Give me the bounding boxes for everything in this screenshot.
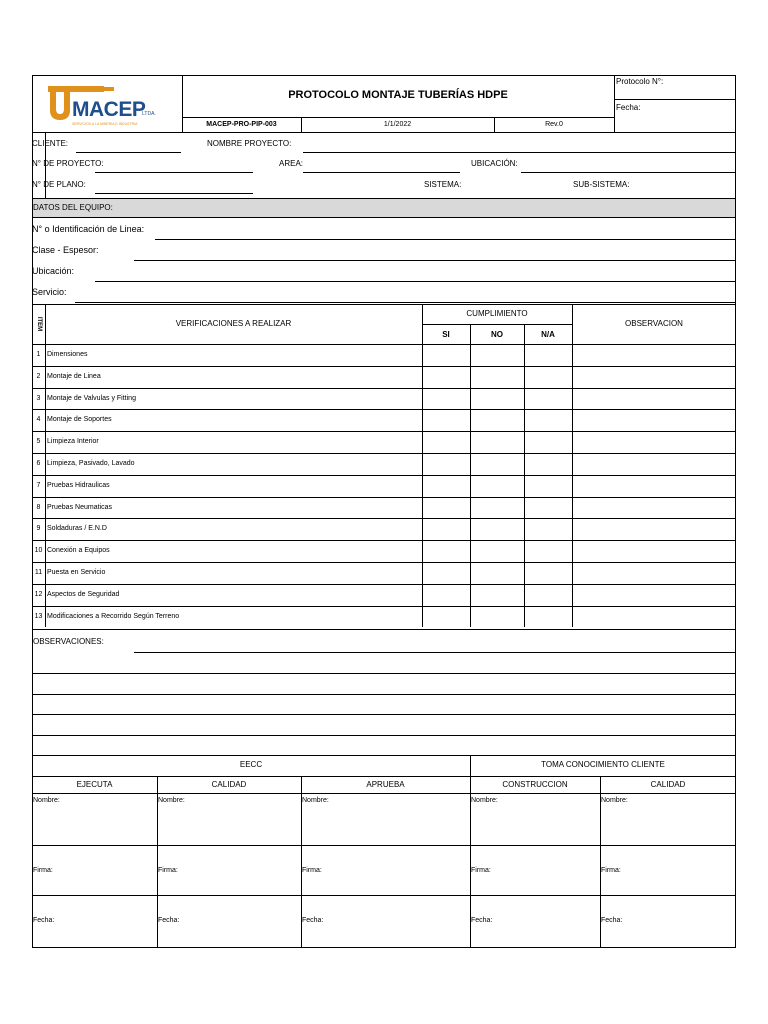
name-field[interactable]	[470, 793, 600, 845]
na-cell[interactable]	[524, 518, 572, 540]
signature-field[interactable]	[470, 845, 600, 895]
observations-line-4[interactable]	[32, 714, 736, 715]
signature-label: Firma:	[601, 867, 621, 874]
client-field[interactable]	[76, 152, 181, 153]
no-cell[interactable]	[470, 409, 524, 431]
yes-cell[interactable]	[422, 584, 470, 606]
item-label: Limpieza Interior	[47, 438, 99, 446]
observation-cell[interactable]	[572, 409, 736, 431]
no-cell[interactable]	[470, 431, 524, 453]
class-thickness-label: Clase - Espesor:	[32, 245, 99, 255]
observations-line-3[interactable]	[32, 694, 736, 695]
yes-cell[interactable]	[422, 366, 470, 388]
date-field[interactable]	[301, 895, 470, 948]
date-field[interactable]	[470, 895, 600, 948]
no-cell[interactable]	[470, 497, 524, 519]
yes-cell[interactable]	[422, 497, 470, 519]
signature-label: Firma:	[33, 867, 53, 874]
na-header: N/A	[541, 330, 555, 339]
sig-col-calidad-cliente: CALIDAD	[650, 780, 686, 789]
drawing-number-label: N° DE PLANO:	[32, 180, 86, 189]
date-label: Fecha:	[601, 917, 623, 924]
verifications-header: VERIFICACIONES A REALIZAR	[175, 319, 292, 328]
na-cell[interactable]	[524, 475, 572, 497]
header-date-label: Fecha:	[616, 103, 641, 112]
project-name-label: NOMBRE PROYECTO:	[207, 139, 292, 148]
yes-cell[interactable]	[422, 409, 470, 431]
observations-line-5[interactable]	[32, 735, 736, 736]
company-logo	[42, 84, 172, 128]
class-thickness-field[interactable]	[134, 260, 736, 261]
yes-cell[interactable]	[422, 606, 470, 628]
contractor-header: EECC	[239, 760, 263, 769]
document-revision: Rev.0	[545, 121, 563, 128]
item-label: Dimensiones	[47, 351, 88, 358]
date-label: Fecha:	[471, 917, 493, 924]
location-label: UBICACIÓN:	[471, 159, 518, 168]
item-number: 8	[36, 503, 41, 511]
no-cell[interactable]	[470, 518, 524, 540]
no-cell[interactable]	[470, 540, 524, 562]
item-label: Montaje de Soportes	[47, 416, 112, 424]
na-cell[interactable]	[524, 606, 572, 628]
no-header: NO	[491, 330, 503, 339]
observation-cell[interactable]	[572, 497, 736, 519]
observation-header: OBSERVACION	[625, 319, 683, 328]
name-field[interactable]	[157, 793, 301, 845]
sig-col-construccion: CONSTRUCCION	[502, 780, 568, 789]
observation-cell[interactable]	[572, 584, 736, 606]
document-date: 1/1/2022	[383, 121, 412, 128]
area-field[interactable]	[303, 172, 460, 173]
item-label: Soldaduras / E.N.D	[47, 525, 107, 533]
na-cell[interactable]	[524, 497, 572, 519]
observations-line-1[interactable]	[134, 652, 736, 653]
item-label: Modificaciones a Recorrido Según Terreno	[47, 612, 180, 620]
location-field[interactable]	[521, 172, 736, 173]
item-number: 2	[36, 372, 41, 380]
item-header: ITEM	[36, 316, 42, 332]
item-number: 7	[36, 481, 41, 489]
na-cell[interactable]	[524, 366, 572, 388]
name-label: Nombre:	[302, 797, 329, 804]
sig-col-aprueba: APRUEBA	[366, 780, 405, 789]
equipment-location-label: Ubicación:	[32, 266, 75, 276]
item-number: 11	[34, 569, 43, 576]
item-number: 3	[36, 394, 41, 402]
na-cell[interactable]	[524, 584, 572, 606]
line-id-field[interactable]	[155, 239, 736, 240]
observations-label: OBSERVACIONES:	[33, 637, 104, 646]
date-field[interactable]	[32, 895, 157, 948]
date-label: Fecha:	[33, 917, 55, 924]
system-label: SISTEMA:	[424, 180, 462, 189]
client-label: CLIENTE:	[32, 139, 69, 148]
client-acknowledgment-header: TOMA CONOCIMIENTO CLIENTE	[541, 760, 665, 769]
observation-cell[interactable]	[572, 540, 736, 562]
yes-cell[interactable]	[422, 518, 470, 540]
date-field[interactable]	[600, 895, 736, 948]
no-cell[interactable]	[470, 475, 524, 497]
na-cell[interactable]	[524, 344, 572, 366]
yes-cell[interactable]	[422, 388, 470, 410]
section-title-equipment: DATOS DEL EQUIPO:	[33, 203, 113, 212]
signature-field[interactable]	[600, 845, 736, 895]
area-label: AREA:	[279, 159, 304, 168]
project-number-label: N° DE PROYECTO:	[32, 159, 104, 168]
name-label: Nombre:	[158, 797, 185, 804]
na-cell[interactable]	[524, 409, 572, 431]
observation-cell[interactable]	[572, 366, 736, 388]
item-number: 4	[36, 416, 41, 424]
logo-suffix: LTDA.	[142, 111, 156, 117]
na-cell[interactable]	[524, 562, 572, 584]
item-label: Pruebas Neumaticas	[47, 503, 112, 511]
compliance-header: CUMPLIMIENTO	[466, 309, 528, 318]
project-number-field[interactable]	[95, 172, 253, 173]
observation-cell[interactable]	[572, 606, 736, 628]
na-cell[interactable]	[524, 453, 572, 475]
na-cell[interactable]	[524, 431, 572, 453]
service-label: Servicio:	[32, 287, 67, 297]
observations-line-2[interactable]	[32, 673, 736, 674]
no-cell[interactable]	[470, 606, 524, 628]
sig-col-calidad-eecc: CALIDAD	[211, 780, 247, 789]
item-number: 13	[34, 612, 43, 620]
item-label: Aspectos de Seguridad	[47, 590, 120, 598]
item-label: Montaje de Valvulas y Fitting	[47, 394, 136, 402]
signature-label: Firma:	[158, 867, 178, 874]
name-field[interactable]	[600, 793, 736, 845]
observation-cell[interactable]	[572, 562, 736, 584]
signature-field[interactable]	[301, 845, 470, 895]
date-field[interactable]	[157, 895, 301, 948]
signature-label: Firma:	[471, 867, 491, 874]
signature-label: Firma:	[302, 867, 322, 874]
item-number: 5	[36, 438, 41, 446]
observation-cell[interactable]	[572, 518, 736, 540]
no-cell[interactable]	[470, 584, 524, 606]
item-label: Puesta en Servicio	[47, 569, 106, 576]
item-number: 9	[36, 525, 41, 533]
yes-cell[interactable]	[422, 562, 470, 584]
no-cell[interactable]	[470, 344, 524, 366]
protocol-number-label: Protocolo N°:	[616, 77, 664, 86]
observation-cell[interactable]	[572, 431, 736, 453]
item-label: Conexión a Equipos	[47, 547, 110, 555]
na-cell[interactable]	[524, 388, 572, 410]
logo-tagline: SERVICIOS A LA MINERIA E INDUSTRIA	[72, 122, 138, 126]
na-cell[interactable]	[524, 540, 572, 562]
yes-cell[interactable]	[422, 431, 470, 453]
logo-text: MACEP	[72, 98, 146, 121]
document-code: MACEP-PRO-PIP-003	[206, 121, 277, 128]
item-number: 1	[36, 351, 41, 358]
yes-cell[interactable]	[422, 344, 470, 366]
signature-field[interactable]	[157, 845, 301, 895]
name-label: Nombre:	[33, 797, 60, 804]
yes-header: SI	[442, 330, 450, 339]
drawing-number-field[interactable]	[95, 193, 253, 194]
item-number: 6	[36, 460, 41, 467]
document-title: PROTOCOLO MONTAJE TUBERÍAS HDPE	[288, 89, 508, 101]
name-field[interactable]	[301, 793, 470, 845]
line-id-label: N° o Identificación de Linea:	[32, 224, 145, 234]
observation-cell[interactable]	[572, 388, 736, 410]
name-label: Nombre:	[601, 797, 628, 804]
no-cell[interactable]	[470, 388, 524, 410]
observation-cell[interactable]	[572, 475, 736, 497]
equipment-location-field[interactable]	[95, 281, 736, 282]
date-label: Fecha:	[302, 917, 324, 924]
sig-col-ejecuta: EJECUTA	[76, 780, 113, 789]
item-label: Montaje de Linea	[47, 372, 101, 380]
name-field[interactable]	[32, 793, 157, 845]
signature-field[interactable]	[32, 845, 157, 895]
item-number: 10	[34, 547, 43, 555]
item-number: 12	[34, 590, 43, 598]
observation-cell[interactable]	[572, 453, 736, 475]
observation-cell[interactable]	[572, 344, 736, 366]
yes-cell[interactable]	[422, 453, 470, 475]
yes-cell[interactable]	[422, 540, 470, 562]
yes-cell[interactable]	[422, 475, 470, 497]
date-label: Fecha:	[158, 917, 180, 924]
service-field[interactable]	[75, 302, 736, 303]
project-name-field[interactable]	[303, 152, 736, 153]
no-cell[interactable]	[470, 562, 524, 584]
item-label: Limpieza, Pasivado, Lavado	[47, 460, 135, 467]
no-cell[interactable]	[470, 366, 524, 388]
item-label: Pruebas Hidraulicas	[47, 481, 110, 489]
no-cell[interactable]	[470, 453, 524, 475]
subsystem-label: SUB-SISTEMA:	[573, 180, 630, 189]
name-label: Nombre:	[471, 797, 498, 804]
